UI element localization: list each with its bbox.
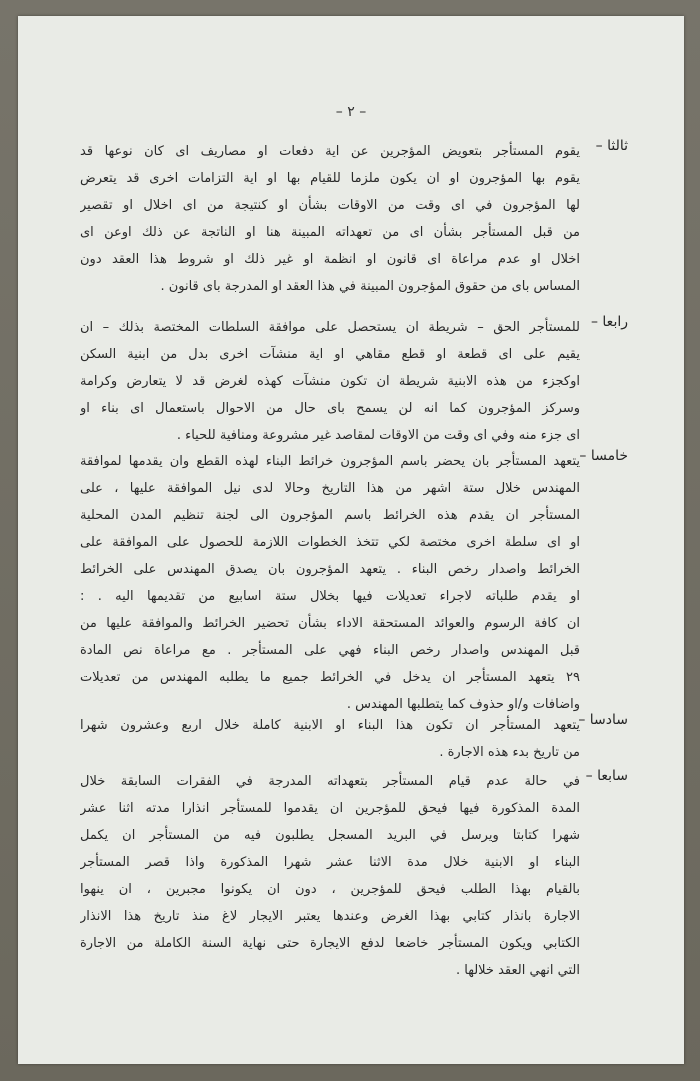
clause-line: او يقدم طلباته لاجراء تعديلات فيها بخلال ستة اسابيع من تقديمها اليه . : <box>80 589 580 604</box>
clause-line: اخلال او عدم مراعاة اى قانون او انظمة او غير ذلك او شروط هذا العقد دون <box>80 252 580 267</box>
clause-body <box>80 138 580 300</box>
clause-line: وسركز المؤجرون كما انه لن يسمح باى حال من الاحوال باستعمال اى بناء او <box>80 401 580 416</box>
clause-label: خامسا – <box>579 448 628 464</box>
clause-line: اوكجزء من هذه الابنية شريطة ان تكون منشآت كهذه لغرض قد لا يتعارض وكرامة <box>80 374 580 389</box>
clause-line: للمستأجر الحق – شريطة ان يستحصل على موافقة السلطات المختصة بذلك – ان <box>80 320 580 335</box>
clause-line: يقيم على اى قطعة او قطع مقاهي او اية منشآت اخرى بدل من ابنية السكن <box>80 347 580 362</box>
clause-line: في حالة عدم قيام المستأجر بتعهداته المدرجة في الفقرات السابقة خلال <box>80 774 580 789</box>
document-page <box>18 16 684 1064</box>
clause-body <box>80 448 580 718</box>
clause-label: سادسا – <box>578 712 628 728</box>
clause-line: المستأجر ان يقدم هذه الخرائط باسم المؤجرون الى لجنة تنظيم المدن المحلية <box>80 508 580 523</box>
clause-line: ٢٩ يتعهد المستأجر ان يدخل في الخرائط جميع ما يطلبه المهندس من تعديلات <box>80 670 580 685</box>
clause-line: من قبل المستأجر بشأن اى من تعهداته المبينة هنا او الناتجة عن ذلك اوعن اى <box>80 225 580 240</box>
clause-body <box>80 712 580 766</box>
clause-line: البناء او الابنية خلال مدة الاثنا عشر شهرا المذكورة واذا قصر المستأجر <box>80 855 580 870</box>
clause-line: بالقيام بهذا الطلب فيحق للمؤجرين ، دون ان يكونوا مجبرين ، ان ينهوا <box>80 882 580 897</box>
clause-label: ثالثا – <box>595 138 628 154</box>
clause-line: او اى سلطة اخرى مختصة لكي تتخذ الخطوات اللازمة للحصول على الموافقة على <box>80 535 580 550</box>
clause-line: المدة المذكورة فيها فيحق للمؤجرين ان يقدموا للمستأجر انذارا مدته اثنا عشر <box>80 801 580 816</box>
clause-line: التي انهي العقد خلالها . <box>455 963 580 978</box>
page-number: – ٢ – <box>335 104 367 120</box>
clause-line: واضافات و/او حذوف كما يتطلبها المهندس . <box>346 697 580 712</box>
clause-line: يقوم المستأجر بتعويض المؤجرين عن اية دفعات او مصاريف اى كان نوعها قد <box>80 144 580 159</box>
clause-line: ان كافة الرسوم والعوائد المستحقة الاداء بشأن تحضير الخرائط والموافقة عليها من <box>80 616 580 631</box>
clause-body <box>80 768 580 984</box>
clause-line: الاجارة بانذار كتابي بهذا الغرض وعندها يعتبر الايجار لاغ منذ تاريخ هذا الانذار <box>80 909 580 924</box>
clause-label: رابعا – <box>590 314 628 330</box>
clause-line: الكتابي ويكون المستأجر خاضعا لدفع الايجارة حتى نهاية السنة الكاملة من الاجارة <box>80 936 580 951</box>
clause-line: قبل المهندس واصدار رخص البناء فهي على المستأجر . مع مراعاة نص المادة <box>80 643 580 658</box>
clause-line: المساس باى من حقوق المؤجرون المبينة في هذا العقد او المدرجة باى قانون . <box>160 279 580 294</box>
clause-line: اى جزء منه وفي اى وقت من الاوقات لمقاصد غير مشروعة ومنافية للحياء . <box>176 428 580 443</box>
clause-line: لها المؤجرون في اى وقت من الاوقات بشأن او كنتيجة من اى اخلال او تقصير <box>80 198 580 213</box>
clause-line: يتعهد المستأجر ان تكون هذا البناء او الابنية كاملة خلال اربع وعشرون شهرا <box>80 718 580 733</box>
clause-line: يقوم بها المؤجرون او ان يكون ملزما للقيام بها او اية التزامات اخرى قد يتعرض <box>80 171 580 186</box>
clause-line: من تاريخ بدء هذه الاجارة . <box>439 745 580 760</box>
clause-body <box>80 314 580 449</box>
clause-line: يتعهد المستأجر بان يحضر باسم المؤجرون خرائط البناء لهذه القطع وان يقدمها لموافقة <box>80 454 580 469</box>
clause-line: الخرائط واصدار رخص البناء . يتعهد المؤجرون بان يصدق المهندس على الخرائط <box>80 562 580 577</box>
clause-line: شهرا كتابتا ويرسل في البريد المسجل يطلبون فيه من المستأجر ان يكمل <box>80 828 580 843</box>
clause-label: سابعا – <box>585 768 628 784</box>
clause-line: المهندس خلال ستة اشهر من هذا التاريخ وحالا لدى نيل الموافقة عليها ، على <box>80 481 580 496</box>
